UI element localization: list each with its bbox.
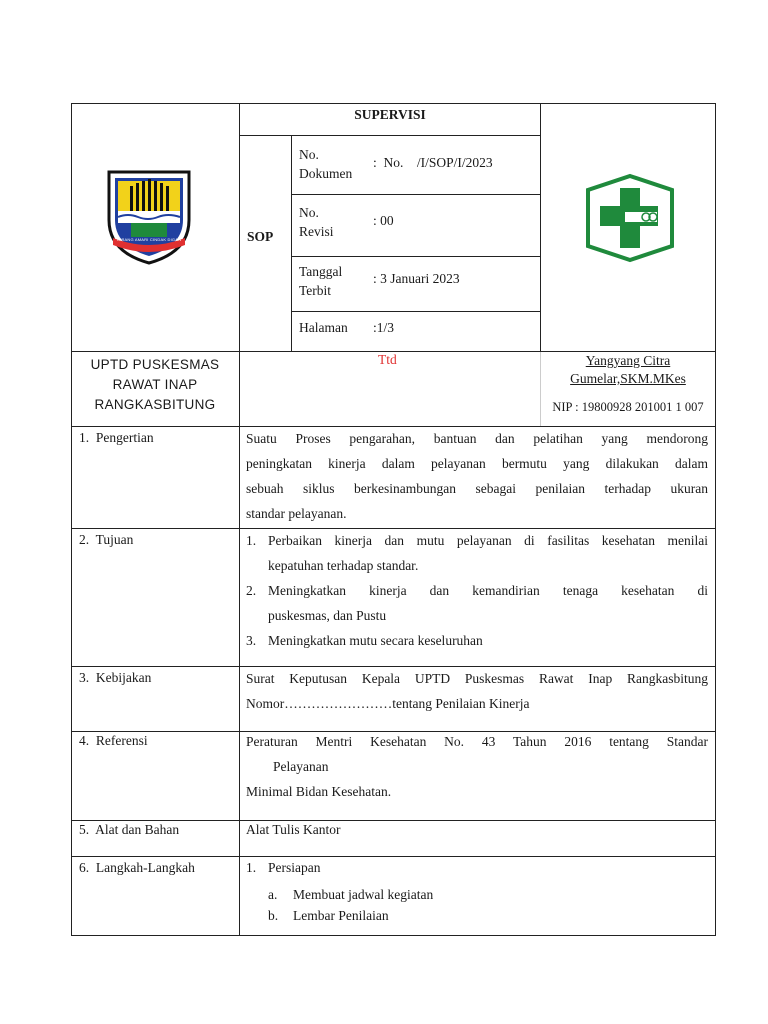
section-label-alat: 5. Alat dan Bahan — [79, 822, 180, 837]
list-item: 2. Meningkatkan kinerja dan kemandirian tenaga kesehatan di puskesmas, dan Pustu — [246, 583, 708, 623]
document-title: SUPERVISI — [354, 107, 426, 122]
langkah-sub-list — [268, 884, 433, 926]
sop-label: SOP — [247, 229, 274, 244]
field-terbit-value: : 3 Januari 2023 — [373, 271, 460, 286]
tujuan-list — [246, 528, 708, 653]
field-halaman-label: Halaman — [299, 320, 348, 335]
organization-name: UPTD PUSKESMAS RAWAT INAP RANGKASBITUNG — [90, 357, 220, 412]
section-label-pengertian: 1. Pengertian — [79, 430, 154, 445]
field-revisi-label: No. Revisi — [299, 205, 334, 239]
langkah-step: 1. Persiapan — [246, 860, 321, 875]
list-item: b. Lembar Penilaian — [268, 908, 389, 923]
list-item: 3. Meningkatkan mutu secara keseluruhan — [246, 633, 483, 648]
regency-logo — [103, 168, 195, 266]
list-item: a. Membuat jadwal kegiatan — [268, 887, 434, 902]
signer-name: Yangyang Citra Gumelar,SKM.MKes — [570, 353, 686, 386]
field-dokumen-value: : No. /I/SOP/I/2023 — [373, 155, 493, 170]
section-label-langkah: 6. Langkah-Langkah — [79, 860, 195, 875]
field-dokumen-label: No. Dokumen — [299, 147, 353, 181]
puskesmas-logo — [584, 172, 676, 264]
section-label-tujuan: 2. Tujuan — [79, 532, 134, 547]
signer-nip: NIP : 19800928 201001 1 007 — [552, 400, 704, 414]
pengertian-text: Suatu Proses pengarahan, bantuan dan pelatihan yang mendorong peningkatan kinerja dalam pelayanan bermutu yang dilakukan dalam sebuah siklus berkesinambungan sebagai penilaian terhadap ukuran standar pelayanan. — [246, 431, 708, 521]
field-terbit-label: Tanggal Terbit — [299, 264, 343, 298]
logo-motto: GIRANG AMARI CINDAK DIGAN — [116, 237, 182, 242]
referensi-text: Peraturan Mentri Kesehatan No. 43 Tahun 2016 tentang Standar Pelayanan Minimal Bidan Kesehatan. — [246, 734, 708, 799]
list-item: 1. Perbaikan kinerja dan mutu pelayanan di fasilitas kesehatan menilai kepatuhan terhadap standar. — [246, 533, 708, 573]
signature-ttd: Ttd — [378, 352, 397, 367]
field-revisi-value: : 00 — [373, 213, 394, 228]
kebijakan-text: Surat Keputusan Kepala UPTD Puskesmas Rawat Inap Rangkasbitung Nomor……………………tentang Penilaian Kinerja — [246, 671, 708, 711]
alat-text: Alat Tulis Kantor — [246, 822, 341, 837]
section-label-referensi: 4. Referensi — [79, 733, 148, 748]
section-label-kebijakan: 3. Kebijakan — [79, 670, 152, 685]
field-halaman-value: :1/3 — [373, 320, 395, 335]
